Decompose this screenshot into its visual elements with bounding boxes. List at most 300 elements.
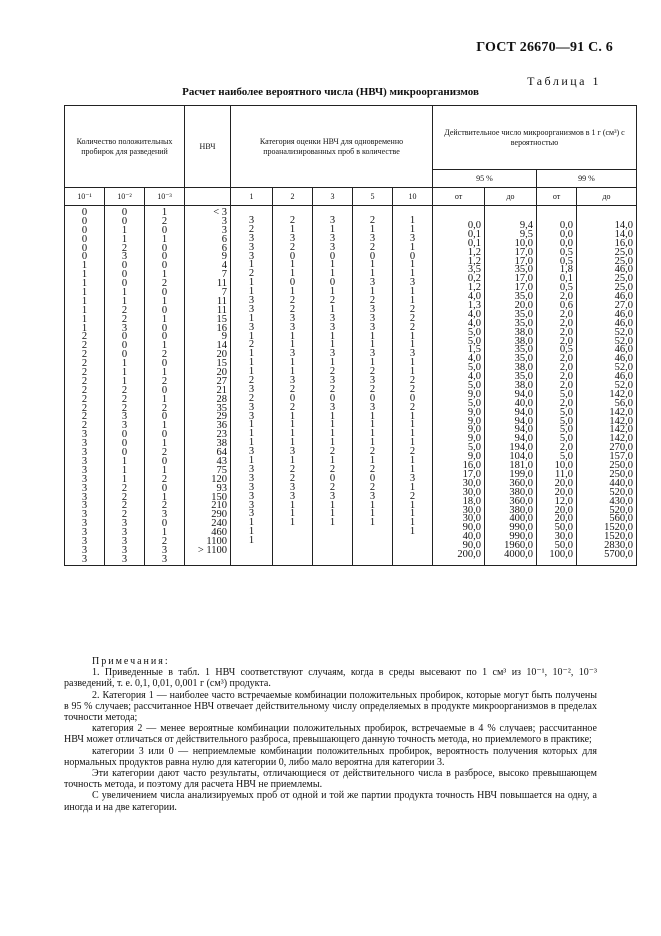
cell-to99: 25,0: [614, 246, 634, 258]
cell-k1: 3: [248, 499, 255, 511]
cell-from99: 2,0: [559, 442, 574, 454]
cell-d2: 2: [121, 313, 128, 325]
cell-from95: 40,0: [462, 531, 482, 543]
cell-d2: 3: [121, 411, 128, 423]
cell-mpn: 120: [211, 473, 228, 485]
cell-mpn: 15: [216, 313, 228, 325]
cell-k10: 2: [409, 383, 416, 395]
cell-from99: 5,0: [559, 415, 574, 427]
cell-d3: 0: [161, 304, 168, 316]
cell-k3: 2: [329, 481, 336, 493]
cell-mpn: 150: [211, 491, 228, 503]
cell-d2: 2: [121, 242, 128, 254]
cell-to99: 52,0: [614, 362, 634, 374]
cell-k2: 3: [289, 375, 296, 387]
cell-k3: 3: [329, 312, 336, 324]
cell-from99: 50,0: [554, 540, 574, 552]
cell-from99: 0,5: [559, 344, 574, 356]
cell-d3: 1: [161, 491, 168, 503]
cell-to95: 38,0: [514, 326, 534, 338]
cell-k2: 1: [289, 455, 296, 467]
cell-from95: 1,2: [467, 282, 482, 294]
cell-d1: 3: [81, 455, 88, 467]
cell-k1: [234, 546, 269, 555]
cell-from95: 18,0: [462, 495, 482, 507]
cell-from99: 0,0: [559, 228, 574, 240]
cell-k1: 3: [248, 410, 255, 422]
cell-from95: 1,5: [467, 344, 482, 356]
cell-d1: 2: [81, 411, 88, 423]
cell-to95: 194,0: [509, 442, 534, 454]
cell-k2: 1: [289, 437, 296, 449]
cell-to99: 25,0: [614, 255, 634, 267]
cell-mpn: 290: [211, 509, 228, 521]
cell-k5: 3: [369, 348, 376, 360]
cell-from95: 9,0: [467, 406, 482, 418]
note-2: 2. Категория 1 — наиболее часто встречаемые комбинации положительных пробирок, которые могут быть получены в 95 % случаев; рассчитанное НВЧ отвечает действительному числу определяемых в продукте микроорганизмов в пределах точности метода;: [64, 689, 597, 724]
cell-d1: 1: [81, 260, 88, 272]
cell-d1: 3: [81, 464, 88, 476]
cell-d1: 2: [81, 331, 88, 343]
cell-from95: 4,0: [467, 371, 482, 383]
cell-k1: 1: [248, 419, 255, 431]
cell-to99: 2830,0: [604, 540, 634, 552]
cell-from95: 30,0: [462, 477, 482, 489]
cell-k3: 1: [329, 517, 336, 529]
cell-k10: 1: [409, 259, 416, 271]
cell-k5: 1: [369, 268, 376, 280]
header-actual-count: Действительное число микроорганизмов в 1 г (см³) с вероятностью: [433, 106, 637, 170]
cell-k1: 1: [248, 428, 255, 440]
cell-mpn: 28: [216, 393, 228, 405]
cell-k5: 1: [369, 419, 376, 431]
cell-k10: 2: [409, 401, 416, 413]
cell-k2: 3: [289, 321, 296, 333]
cell-from95: 90,0: [462, 540, 482, 552]
cell-mpn: [188, 556, 227, 565]
cell-from99: 0,0: [559, 237, 574, 249]
header-mpn: НВЧ: [185, 106, 231, 188]
cell-from99: 30,0: [554, 531, 574, 543]
cell-d3: 0: [161, 251, 168, 263]
cell-k2: 1: [289, 366, 296, 378]
cell-k3: 1: [329, 286, 336, 298]
cell-k5: 1: [369, 508, 376, 520]
header-n2: 2: [273, 188, 313, 206]
cell-k10: 1: [409, 330, 416, 342]
cell-from99: 2,0: [559, 353, 574, 365]
cell-from95: 3,5: [467, 264, 482, 276]
cell-to95: 990,0: [509, 531, 534, 543]
cell-d2: 1: [121, 287, 128, 299]
cell-d2: 3: [121, 553, 128, 565]
cell-k3: 3: [329, 232, 336, 244]
cell-k10: 2: [409, 375, 416, 387]
cell-k10: 3: [409, 277, 416, 289]
cell-mpn: 6: [221, 242, 228, 254]
cell-from95: 200,0: [457, 548, 482, 560]
mpn-table: [64, 105, 634, 566]
standard-number: ГОСТ 26670—91 С. 6: [476, 40, 613, 55]
cell-d1: 3: [81, 429, 88, 441]
cell-to95: 360,0: [509, 495, 534, 507]
cell-k5: 3: [369, 401, 376, 413]
cell-k10: 1: [409, 366, 416, 378]
cell-k5: 1: [369, 428, 376, 440]
cell-k2: 1: [289, 339, 296, 351]
cell-mpn: 3: [221, 224, 228, 236]
cell-k10: 1: [409, 455, 416, 467]
cell-d2: 0: [121, 269, 128, 281]
cell-k1: 1: [248, 455, 255, 467]
header-p99: 99 %: [537, 170, 637, 188]
cell-k2: 3: [289, 232, 296, 244]
cell-k10: 1: [409, 428, 416, 440]
cell-from95: 0,0: [467, 220, 482, 231]
cell-from95: 4,0: [467, 291, 482, 303]
cell-mpn: 15: [216, 358, 228, 370]
cell-k3: 1: [329, 357, 336, 369]
cell-mpn: < 3: [213, 207, 228, 218]
cell-k1: 2: [248, 339, 255, 351]
cell-to99: 142,0: [609, 433, 634, 445]
cell-d3: 2: [161, 500, 168, 512]
cell-k3: 1: [329, 419, 336, 431]
cell-k1: 3: [248, 295, 255, 307]
header-p95: 95 %: [433, 170, 537, 188]
cell-k1: 3: [248, 303, 255, 315]
header-from99: от: [537, 188, 577, 206]
cell-from95: 5,0: [467, 326, 482, 338]
cell-from95: 1,3: [467, 300, 482, 312]
cell-k5: 0: [369, 472, 376, 484]
cell-mpn: 93: [216, 482, 228, 494]
cell-d2: 2: [121, 304, 128, 316]
cell-to95: 20,0: [514, 300, 534, 312]
cell-k10: 3: [409, 472, 416, 484]
cell-d2: 0: [121, 331, 128, 343]
cell-to99: 560,0: [609, 513, 634, 525]
cell-to95: 4000,0: [504, 548, 534, 560]
cell-d1: 3: [81, 438, 88, 450]
header-from95: от: [433, 188, 485, 206]
cell-d3: 0: [161, 411, 168, 423]
cell-d1: 1: [81, 322, 88, 334]
cell-d3: 2: [161, 473, 168, 485]
cell-mpn: 64: [216, 447, 228, 459]
cell-from99: 12,0: [554, 495, 574, 507]
cell-from99: 2,0: [559, 380, 574, 392]
cell-mpn: > 1100: [197, 544, 228, 556]
cell-mpn: 20: [216, 349, 228, 361]
cell-k2: 1: [289, 517, 296, 529]
cell-d2: 2: [121, 491, 128, 503]
cell-to95: 94,0: [514, 433, 534, 445]
cell-to99: 46,0: [614, 308, 634, 320]
cell-from99: 5,0: [559, 433, 574, 445]
cell-k3: 1: [329, 499, 336, 511]
cell-to95: 360,0: [509, 477, 534, 489]
cell-to95: 17,0: [514, 255, 534, 267]
cell-k2: [276, 528, 309, 537]
cell-mpn: 29: [216, 411, 228, 423]
cell-d3: 2: [161, 215, 168, 227]
cell-from95: 0,1: [467, 237, 482, 249]
cell-k2: 3: [289, 348, 296, 360]
cell-k10: 1: [409, 508, 416, 520]
cell-d1: 3: [81, 509, 88, 521]
cell-k10: 1: [409, 499, 416, 511]
cell-from99: 0,5: [559, 246, 574, 258]
cell-to95: 17,0: [514, 282, 534, 294]
cell-mpn: 9: [221, 251, 228, 263]
cell-d3: 1: [161, 367, 168, 379]
cell-to95: 990,0: [509, 522, 534, 534]
cell-mpn: 9: [221, 331, 228, 343]
cell-to99: 142,0: [609, 388, 634, 400]
cell-k10: 1: [409, 517, 416, 529]
cell-mpn: 21: [216, 384, 228, 396]
cell-k1: 3: [248, 241, 255, 253]
cell-d2: 3: [121, 527, 128, 539]
cell-d1: 2: [81, 340, 88, 352]
cell-k10: 3: [409, 232, 416, 244]
cell-k5: 3: [369, 321, 376, 333]
cell-from99: 0,0: [559, 220, 574, 231]
cell-d2: 0: [121, 215, 128, 227]
cell-to95: 35,0: [514, 291, 534, 303]
cell-k1: 3: [248, 481, 255, 493]
cell-k3: 3: [329, 215, 336, 226]
cell-k5: 0: [369, 250, 376, 262]
cell-to99: 142,0: [609, 424, 634, 436]
cell-k3: 1: [329, 268, 336, 280]
cell-d2: 1: [121, 367, 128, 379]
cell-d3: 2: [161, 349, 168, 361]
cell-k10: 1: [409, 481, 416, 493]
cell-mpn: 460: [211, 527, 228, 539]
cell-from99: 0,5: [559, 255, 574, 267]
cell-d2: 3: [121, 251, 128, 263]
cell-to95: 94,0: [514, 406, 534, 418]
column-cat2: [273, 206, 312, 537]
cell-k1: 1: [248, 330, 255, 342]
cell-k2: 2: [289, 295, 296, 307]
cell-k10: 2: [409, 446, 416, 458]
cell-to95: 9,5: [519, 228, 534, 240]
cell-d2: 1: [121, 295, 128, 307]
cell-from95: 17,0: [462, 468, 482, 480]
header-category: Категория оценки НВЧ для одновременно проанализированных проб в количестве: [231, 106, 433, 188]
cell-k1: 3: [248, 401, 255, 413]
cell-k10: 1: [409, 223, 416, 235]
cell-k2: 0: [289, 250, 296, 262]
cell-to99: 430,0: [609, 495, 634, 507]
cell-k2: 2: [289, 472, 296, 484]
cell-k5: 2: [369, 215, 376, 226]
cell-k3: 1: [329, 339, 336, 351]
cell-k10: 0: [409, 392, 416, 404]
cell-from95: 0,2: [467, 273, 482, 285]
cell-d1: 3: [81, 491, 88, 503]
cell-d2: 3: [121, 535, 128, 547]
cell-to99: 46,0: [614, 371, 634, 383]
cell-from99: 5,0: [559, 424, 574, 436]
cell-d1: 1: [81, 278, 88, 290]
cell-from99: 0,1: [559, 273, 574, 285]
cell-k2: 3: [289, 490, 296, 502]
cell-d1: 3: [81, 553, 88, 565]
cell-k5: 1: [369, 499, 376, 511]
cell-d1: 1: [81, 287, 88, 299]
cell-to95: 380,0: [509, 486, 534, 498]
cell-d2: 1: [121, 464, 128, 476]
cell-d3: 0: [161, 518, 168, 530]
cell-to99: 520,0: [609, 504, 634, 516]
cell-k10: 1: [409, 268, 416, 280]
cell-k5: 2: [369, 481, 376, 493]
cell-k5: 0: [369, 392, 376, 404]
cell-k2: 0: [289, 392, 296, 404]
column-mpn: [185, 206, 230, 565]
cell-to99: 1520,0: [604, 522, 634, 534]
cell-mpn: 36: [216, 420, 228, 432]
cell-d3: 1: [161, 207, 168, 218]
cell-d1: 3: [81, 482, 88, 494]
cell-k10: 1: [409, 419, 416, 431]
cell-k1: 3: [248, 508, 255, 520]
cell-to95: 35,0: [514, 308, 534, 320]
column-dil2: [105, 206, 144, 565]
header-n3: 3: [313, 188, 353, 206]
cell-d2: 1: [121, 224, 128, 236]
header-n10: 10: [393, 188, 433, 206]
cell-mpn: 3: [221, 215, 228, 227]
header-dil3: 10⁻³: [145, 188, 185, 206]
cell-k2: 0: [289, 277, 296, 289]
cell-from95: 4,0: [467, 308, 482, 320]
cell-d1: 2: [81, 402, 88, 414]
cell-to95: 35,0: [514, 344, 534, 356]
cell-k1: 1: [248, 277, 255, 289]
cell-k5: 2: [369, 295, 376, 307]
cell-d2: 0: [121, 278, 128, 290]
cell-d1: 0: [81, 233, 88, 245]
cell-to95: 35,0: [514, 317, 534, 329]
cell-k1: 1: [248, 259, 255, 271]
cell-d1: 2: [81, 384, 88, 396]
cell-from99: 2,0: [559, 308, 574, 320]
cell-k1: 3: [248, 472, 255, 484]
cell-k5: 2: [369, 463, 376, 475]
cell-d2: 0: [121, 438, 128, 450]
cell-mpn: 240: [211, 518, 228, 530]
cell-mpn: 23: [216, 429, 228, 441]
cell-to95: 104,0: [509, 451, 534, 463]
cell-k1: 1: [248, 286, 255, 298]
cell-to99: 16,0: [614, 237, 634, 249]
cell-k10: 1: [409, 339, 416, 351]
cell-mpn: 35: [216, 402, 228, 414]
column-cat1: [231, 206, 272, 555]
cell-d2: 2: [121, 402, 128, 414]
cell-k1: 3: [248, 321, 255, 333]
header-n1: 1: [231, 188, 273, 206]
cell-d1: 0: [81, 251, 88, 263]
cell-from99: 2,0: [559, 362, 574, 374]
cell-k5: 1: [369, 517, 376, 529]
cell-from99: 20,0: [554, 504, 574, 516]
cell-k1: 3: [248, 446, 255, 458]
cell-k2: 1: [289, 428, 296, 440]
column-to95: [485, 206, 536, 560]
cell-to99: 142,0: [609, 415, 634, 427]
cell-to95: 181,0: [509, 460, 534, 472]
cell-k10: 1: [409, 295, 416, 307]
cell-d2: 0: [121, 340, 128, 352]
cell-k1: 3: [248, 232, 255, 244]
cell-k1: 1: [248, 312, 255, 324]
cell-k3: 0: [329, 392, 336, 404]
cell-k5: 3: [369, 375, 376, 387]
cell-k1: 1: [248, 517, 255, 529]
cell-k2: 2: [289, 215, 296, 226]
cell-k3: 1: [329, 410, 336, 422]
notes: [64, 656, 597, 813]
cell-d1: 1: [81, 295, 88, 307]
cell-k1: 2: [248, 392, 255, 404]
cell-k2: 2: [289, 383, 296, 395]
cell-k5: 1: [369, 339, 376, 351]
cell-k1: 1: [248, 348, 255, 360]
cell-mpn: 20: [216, 367, 228, 379]
cell-d2: 2: [121, 384, 128, 396]
cell-to99: 46,0: [614, 353, 634, 365]
cell-to99: 25,0: [614, 273, 634, 285]
cell-d3: 0: [161, 242, 168, 254]
cell-d1: 2: [81, 393, 88, 405]
cell-k1: 1: [248, 366, 255, 378]
cell-k1: 2: [248, 375, 255, 387]
cell-d1: 3: [81, 500, 88, 512]
cell-to95: 94,0: [514, 415, 534, 427]
header-to99: до: [577, 188, 637, 206]
cell-k3: 2: [329, 383, 336, 395]
cell-to95: 400,0: [509, 513, 534, 525]
cell-from99: 0,6: [559, 300, 574, 312]
note-5: Эти категории дают часто результаты, отличающиеся от действительного числа в разбросе, высоко превышающем точность метода, и поэтому для расчета НВЧ не приемлемы.: [64, 768, 597, 791]
cell-to99: 142,0: [609, 406, 634, 418]
cell-k2: 3: [289, 446, 296, 458]
cell-d3: 0: [161, 260, 168, 272]
cell-d3: 1: [161, 340, 168, 352]
cell-from95: 4,0: [467, 353, 482, 365]
cell-k3: 3: [329, 375, 336, 387]
column-to99: [577, 206, 636, 560]
cell-k5: 1: [369, 410, 376, 422]
cell-from99: 2,0: [559, 335, 574, 347]
cell-from99: 1,8: [559, 264, 574, 276]
cell-to99: 46,0: [614, 344, 634, 356]
cell-to99: 14,0: [614, 220, 634, 231]
cell-d3: 0: [161, 287, 168, 299]
cell-from95: 9,0: [467, 424, 482, 436]
cell-d3: 1: [161, 438, 168, 450]
cell-k5: 3: [369, 490, 376, 502]
cell-d1: 1: [81, 304, 88, 316]
cell-from95: 5,0: [467, 380, 482, 392]
cell-k2: 2: [289, 401, 296, 413]
